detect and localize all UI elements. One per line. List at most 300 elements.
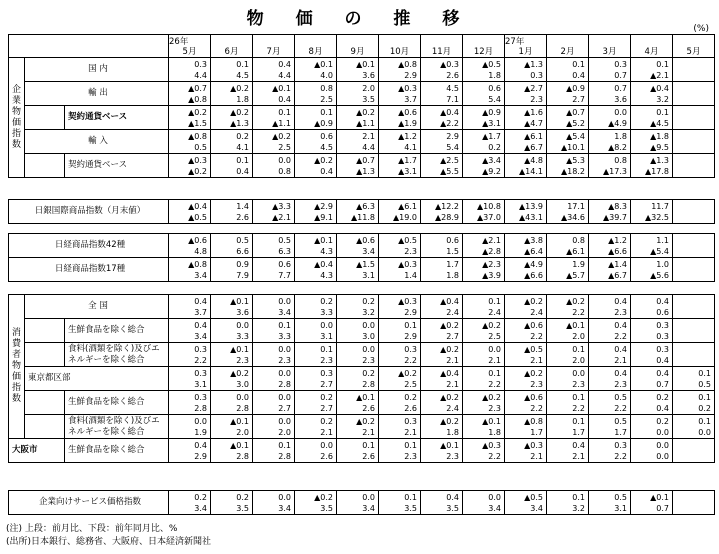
cell-yoy-value: 2.9 — [404, 331, 417, 341]
cell-yoy-value: 0.4 — [656, 355, 669, 365]
cell-mom-value: 0.0 — [278, 344, 291, 354]
cell-mom-value: ▲0.1 — [440, 440, 459, 450]
cell-mom-value: 0.2 — [404, 392, 417, 402]
cell-yoy-value: 1.8 — [488, 427, 501, 437]
table-cell — [421, 200, 463, 224]
cell-yoy-value: 2.8 — [194, 403, 207, 413]
cell-yoy-value — [673, 70, 711, 81]
table-row — [9, 200, 715, 224]
table-cell — [421, 343, 463, 367]
cell-yoy-value: 2.9 — [404, 307, 417, 317]
table-cell — [631, 319, 673, 343]
table-cell — [589, 491, 631, 515]
cell-mom-value: 0.2 — [236, 492, 249, 502]
table-cell — [337, 319, 379, 343]
cell-yoy-value: ▲2.8 — [482, 246, 501, 256]
row-label: 全 国 — [25, 295, 169, 319]
cell-yoy-value: 2.2 — [614, 403, 627, 413]
cell-mom-value: ▲0.5 — [524, 344, 543, 354]
table-cell — [589, 130, 631, 154]
cell-mom-value: ▲0.8 — [524, 416, 543, 426]
cell-yoy-value: 2.8 — [236, 451, 249, 461]
cell-yoy-value: 2.2 — [572, 403, 585, 413]
cell-yoy-value: 2.1 — [446, 355, 459, 365]
cell-mom-value: ▲0.5 — [482, 59, 501, 69]
table-cell — [379, 106, 421, 130]
cell-yoy-value: ▲37.0 — [477, 212, 501, 222]
table-cell — [589, 439, 631, 463]
table-cell — [631, 367, 673, 391]
table-cell — [463, 319, 505, 343]
table-cell — [169, 258, 211, 282]
table-cell — [379, 343, 421, 367]
cell-mom-value: 0.1 — [572, 59, 585, 69]
row-label: 国 内 — [25, 58, 169, 82]
table-cell — [253, 343, 295, 367]
table-cell — [631, 106, 673, 130]
column-year — [211, 37, 252, 47]
table-cell — [169, 154, 211, 178]
cell-mom-value: ▲0.2 — [482, 320, 501, 330]
cell-mom-value: ▲0.7 — [356, 155, 375, 165]
cell-yoy-value: ▲5.6 — [650, 270, 669, 280]
table-cell — [169, 439, 211, 463]
cell-yoy-value: 2.3 — [404, 246, 417, 256]
table-cell — [463, 367, 505, 391]
table-cell — [211, 82, 253, 106]
column-header — [589, 35, 631, 58]
table-cell — [421, 258, 463, 282]
cell-yoy-value: 3.2 — [572, 503, 585, 513]
table-cell — [295, 439, 337, 463]
table-cell — [337, 82, 379, 106]
cell-mom-value: 0.0 — [278, 492, 291, 502]
table-cell — [673, 58, 715, 82]
column-header — [253, 35, 295, 58]
cell-mom-value: ▲0.2 — [272, 131, 291, 141]
unit-label: (%) — [693, 24, 709, 34]
table-cell — [169, 200, 211, 224]
cell-mom-value: ▲2.3 — [482, 259, 501, 269]
cell-mom-value: ▲0.9 — [566, 83, 585, 93]
table-cell — [463, 154, 505, 178]
cell-yoy-value: 2.6 — [236, 212, 249, 222]
cell-mom-value: 0.4 — [194, 296, 207, 306]
table-cell — [589, 367, 631, 391]
column-month: 11月 — [431, 47, 452, 57]
column-year: 26年 — [169, 37, 189, 47]
column-year — [631, 37, 672, 47]
column-header — [211, 35, 253, 58]
cell-yoy-value: ▲5.5 — [440, 166, 459, 176]
cell-yoy-value: 3.5 — [362, 94, 375, 104]
cell-mom-value: 0.0 — [278, 155, 291, 165]
cell-mom-value: ▲0.6 — [356, 235, 375, 245]
table-cell — [211, 234, 253, 258]
cell-yoy-value — [673, 94, 711, 105]
cell-yoy-value — [673, 118, 711, 129]
cell-yoy-value: 2.0 — [572, 355, 585, 365]
cell-yoy-value: ▲34.6 — [561, 212, 585, 222]
cell-yoy-value: 2.7 — [320, 379, 333, 389]
table-cell — [505, 319, 547, 343]
cell-yoy-value: 1.7 — [614, 427, 627, 437]
table-cell — [253, 491, 295, 515]
column-year — [253, 37, 294, 47]
group-label-char: 企 — [11, 84, 21, 95]
cell-mom-value: 0.1 — [404, 492, 417, 502]
cell-yoy-value: ▲1.9 — [398, 118, 417, 128]
cell-mom-value: ▲0.1 — [356, 59, 375, 69]
table-cell — [589, 200, 631, 224]
table-cell — [463, 491, 505, 515]
cell-mom-value: ▲8.3 — [608, 201, 627, 211]
cell-yoy-value: 2.0 — [278, 427, 291, 437]
table-cell — [253, 295, 295, 319]
table-cell — [589, 391, 631, 415]
table-cell — [673, 439, 715, 463]
column-year — [547, 37, 588, 47]
cell-mom-value — [673, 235, 711, 246]
table-cell — [211, 106, 253, 130]
cell-mom-value: ▲6.1 — [398, 201, 417, 211]
table-cell — [337, 258, 379, 282]
table-cell — [505, 106, 547, 130]
table-cell — [295, 106, 337, 130]
table-cell — [169, 58, 211, 82]
cell-mom-value: 0.6 — [320, 131, 333, 141]
cell-yoy-value: 3.2 — [362, 307, 375, 317]
row-label: 輸 入 — [25, 130, 169, 154]
cell-mom-value: 0.3 — [194, 344, 207, 354]
row-label: 日経商品指数17種 — [9, 258, 169, 282]
table-cell — [295, 491, 337, 515]
cell-mom-value: ▲0.1 — [230, 344, 249, 354]
cell-mom-value: ▲0.6 — [188, 235, 207, 245]
cell-mom-value: 0.8 — [320, 83, 333, 93]
cell-yoy-value: ▲4.9 — [608, 118, 627, 128]
cell-yoy-value: 3.4 — [278, 307, 291, 317]
cell-yoy-value: 2.1 — [320, 427, 333, 437]
cell-yoy-value: 2.4 — [530, 307, 543, 317]
cell-yoy-value: 4.0 — [320, 70, 333, 80]
cell-yoy-value: 1.8 — [446, 270, 459, 280]
table-cell — [295, 82, 337, 106]
cell-yoy-value: 2.1 — [530, 355, 543, 365]
cell-mom-value: ▲0.2 — [356, 416, 375, 426]
cell-yoy-value: 7.1 — [446, 94, 459, 104]
table-cell — [421, 106, 463, 130]
cell-yoy-value: 1.8 — [236, 94, 249, 104]
table-cell — [631, 154, 673, 178]
table-cell — [337, 130, 379, 154]
cell-yoy-value: 2.2 — [194, 355, 207, 365]
cell-yoy-value: ▲9.1 — [314, 212, 333, 222]
cell-mom-value — [673, 296, 711, 307]
row-label: 生鮮食品を除く総合 — [65, 391, 169, 415]
cell-mom-value: 0.2 — [194, 492, 207, 502]
table-cell — [547, 106, 589, 130]
cell-mom-value: ▲0.4 — [650, 83, 669, 93]
cell-yoy-value: 3.4 — [194, 503, 207, 513]
cell-mom-value: ▲0.1 — [230, 296, 249, 306]
group-label-char: 指 — [11, 383, 21, 393]
row-label: 契約通貨ベース — [65, 154, 169, 178]
cell-yoy-value: 2.2 — [530, 331, 543, 341]
table-cell — [379, 234, 421, 258]
cell-mom-value: 0.4 — [194, 320, 207, 330]
cell-mom-value: ▲2.7 — [524, 83, 543, 93]
table-cell — [589, 258, 631, 282]
cell-yoy-value: 2.2 — [488, 451, 501, 461]
table-cell — [547, 391, 589, 415]
column-header — [295, 35, 337, 58]
table-cell — [211, 391, 253, 415]
cell-yoy-value: 4.5 — [320, 142, 333, 152]
table-cell — [421, 319, 463, 343]
cell-yoy-value: 3.7 — [194, 307, 207, 317]
cell-yoy-value: 2.7 — [572, 94, 585, 104]
cell-mom-value: 0.1 — [404, 320, 417, 330]
notes — [6, 523, 211, 549]
cell-yoy-value: ▲1.5 — [188, 118, 207, 128]
cell-mom-value: ▲0.2 — [356, 107, 375, 117]
cell-mom-value: 0.2 — [236, 131, 249, 141]
cell-yoy-value: ▲9.5 — [650, 142, 669, 152]
cell-mom-value: ▲0.1 — [482, 416, 501, 426]
column-header — [505, 35, 547, 58]
table-cell — [547, 319, 589, 343]
column-month: 8月 — [308, 47, 323, 57]
cell-mom-value: ▲2.9 — [314, 201, 333, 211]
table-cell — [673, 491, 715, 515]
column-header — [169, 35, 211, 58]
cell-mom-value: ▲0.2 — [440, 416, 459, 426]
cell-yoy-value: 2.2 — [530, 403, 543, 413]
cell-mom-value: ▲0.1 — [650, 492, 669, 502]
cell-mom-value: 0.1 — [656, 59, 669, 69]
table-cell — [505, 367, 547, 391]
cell-yoy-value: ▲6.7 — [524, 142, 543, 152]
cell-mom-value: 0.0 — [362, 320, 375, 330]
table-cell — [337, 491, 379, 515]
cell-mom-value: 0.0 — [236, 320, 249, 330]
table-cell — [337, 200, 379, 224]
row-indent — [25, 415, 65, 439]
cell-mom-value: ▲0.2 — [482, 392, 501, 402]
cell-yoy-value: 3.1 — [362, 270, 375, 280]
cell-yoy-value: 2.2 — [614, 451, 627, 461]
cell-mom-value: ▲4.9 — [524, 259, 543, 269]
cell-yoy-value: 3.1 — [614, 503, 627, 513]
table-cell — [379, 154, 421, 178]
cell-yoy-value: 2.0 — [572, 331, 585, 341]
column-month: 4月 — [644, 47, 659, 57]
source-line: (出所)日本銀行、総務省、大阪府、日本経済新聞社 — [6, 537, 212, 547]
cell-yoy-value — [673, 246, 711, 257]
table-cell — [673, 343, 715, 367]
table-cell — [169, 491, 211, 515]
cell-mom-value — [673, 59, 711, 70]
row-label: 契約通貨ベース — [65, 106, 169, 130]
cell-yoy-value: 6.6 — [236, 246, 249, 256]
table-cell — [673, 258, 715, 282]
cell-mom-value: 1.1 — [656, 235, 669, 245]
cell-yoy-value: 2.2 — [572, 307, 585, 317]
group-label-char: 物 — [11, 361, 21, 371]
table-cell — [211, 439, 253, 463]
cell-mom-value: ▲0.2 — [566, 296, 585, 306]
cell-yoy-value: 4.3 — [320, 246, 333, 256]
column-header — [421, 35, 463, 58]
table-cell — [379, 491, 421, 515]
group-label-char: 価 — [11, 372, 21, 382]
cell-mom-value: ▲3.3 — [272, 201, 291, 211]
table-cell — [631, 200, 673, 224]
cell-mom-value: 1.9 — [572, 259, 585, 269]
cell-mom-value: ▲1.2 — [608, 235, 627, 245]
cell-mom-value: 0.3 — [404, 416, 417, 426]
cell-mom-value: 0.1 — [572, 492, 585, 502]
cell-yoy-value: 3.6 — [362, 70, 375, 80]
cell-mom-value: 11.7 — [651, 201, 669, 211]
cell-mom-value: 0.3 — [404, 344, 417, 354]
table-cell — [547, 258, 589, 282]
cell-yoy-value: 2.9 — [404, 70, 417, 80]
note-line: (注) 上段：前月比、下段：前年同月比、% — [6, 524, 178, 534]
cell-yoy-value: 7.9 — [236, 270, 249, 280]
cell-yoy-value: 2.6 — [320, 451, 333, 461]
cell-yoy-value: 2.8 — [278, 379, 291, 389]
cell-mom-value — [673, 259, 711, 270]
cell-yoy-value: 1.7 — [530, 427, 543, 437]
cell-mom-value: 0.1 — [698, 392, 711, 402]
cell-mom-value: 0.0 — [488, 492, 501, 502]
cell-yoy-value: 0.0 — [698, 427, 711, 437]
cell-yoy-value: 2.1 — [362, 427, 375, 437]
cell-yoy-value: 1.8 — [488, 70, 501, 80]
table-cell — [169, 391, 211, 415]
cell-yoy-value: 3.4 — [530, 503, 543, 513]
table-cell — [421, 491, 463, 515]
cell-mom-value: 2.0 — [362, 83, 375, 93]
table-cell — [463, 234, 505, 258]
column-month: 10月 — [389, 47, 410, 57]
cell-yoy-value: ▲2.1 — [650, 70, 669, 80]
cell-mom-value: ▲0.5 — [524, 492, 543, 502]
cell-mom-value: ▲0.2 — [188, 107, 207, 117]
cell-mom-value: ▲0.9 — [482, 107, 501, 117]
table-cell — [295, 319, 337, 343]
table-cell — [169, 319, 211, 343]
cell-yoy-value: 3.0 — [362, 331, 375, 341]
table-cell — [295, 391, 337, 415]
cell-mom-value: ▲1.7 — [398, 155, 417, 165]
cell-mom-value: ▲0.8 — [188, 131, 207, 141]
table-cell — [505, 391, 547, 415]
cell-mom-value: 0.0 — [194, 416, 207, 426]
cell-yoy-value: 2.6 — [362, 451, 375, 461]
table-cell — [547, 295, 589, 319]
cell-mom-value: 0.8 — [614, 155, 627, 165]
cell-yoy-value: ▲28.9 — [435, 212, 459, 222]
table-cell — [631, 58, 673, 82]
cell-yoy-value: 3.7 — [404, 94, 417, 104]
cell-yoy-value: 4.4 — [194, 70, 207, 80]
cell-mom-value: 0.2 — [320, 392, 333, 402]
cell-yoy-value: 2.4 — [446, 403, 459, 413]
cell-mom-value: 0.4 — [572, 440, 585, 450]
table-cell — [253, 415, 295, 439]
cell-yoy-value: 5.4 — [488, 94, 501, 104]
table-cell — [505, 343, 547, 367]
table-cell — [463, 106, 505, 130]
table-cell — [379, 319, 421, 343]
group-label-char: 業 — [11, 95, 21, 106]
cell-yoy-value: 2.5 — [404, 379, 417, 389]
table-cell — [505, 415, 547, 439]
cell-mom-value: 0.1 — [404, 440, 417, 450]
cell-yoy-value: ▲0.5 — [188, 212, 207, 222]
cell-mom-value: ▲1.8 — [650, 131, 669, 141]
table-cell — [673, 295, 715, 319]
cell-yoy-value: 0.5 — [698, 379, 711, 389]
cell-mom-value: 0.3 — [656, 344, 669, 354]
cell-yoy-value: ▲6.1 — [566, 246, 585, 256]
table-cell — [589, 415, 631, 439]
cell-mom-value: 0.0 — [236, 392, 249, 402]
cell-mom-value: ▲5.4 — [566, 131, 585, 141]
cell-yoy-value: ▲18.2 — [561, 166, 585, 176]
cell-yoy-value: 3.5 — [236, 503, 249, 513]
cell-mom-value — [673, 320, 711, 331]
cell-yoy-value: 2.2 — [488, 379, 501, 389]
table-cell — [463, 295, 505, 319]
column-month: 3月 — [602, 47, 617, 57]
cell-mom-value: 0.1 — [320, 344, 333, 354]
cell-yoy-value: 0.0 — [656, 451, 669, 461]
table-cell — [253, 154, 295, 178]
table-cell — [211, 343, 253, 367]
cell-mom-value — [673, 107, 711, 118]
cell-mom-value: ▲0.4 — [440, 296, 459, 306]
cell-mom-value: 0.6 — [278, 259, 291, 269]
table-cell — [379, 439, 421, 463]
table-cell — [421, 130, 463, 154]
cell-mom-value: ▲0.2 — [230, 368, 249, 378]
cell-yoy-value — [673, 503, 711, 514]
cell-mom-value: 0.1 — [572, 344, 585, 354]
table-row — [9, 343, 715, 367]
cell-yoy-value: 2.3 — [446, 451, 459, 461]
cell-yoy-value — [673, 270, 711, 281]
cell-yoy-value: 2.1 — [572, 451, 585, 461]
cell-mom-value: ▲0.3 — [398, 83, 417, 93]
page-title: 物 価 の 推 移 — [246, 9, 473, 29]
cell-yoy-value: ▲2.2 — [440, 118, 459, 128]
table-cell — [673, 367, 715, 391]
cell-yoy-value: 2.5 — [278, 142, 291, 152]
cell-yoy-value: 2.1 — [488, 355, 501, 365]
cell-mom-value: 0.0 — [488, 344, 501, 354]
cell-mom-value: 0.1 — [488, 368, 501, 378]
cell-mom-value: ▲0.6 — [398, 107, 417, 117]
cell-mom-value: 0.0 — [320, 440, 333, 450]
cell-yoy-value: 0.7 — [656, 379, 669, 389]
cell-mom-value: ▲2.5 — [440, 155, 459, 165]
table-cell — [379, 367, 421, 391]
cell-mom-value: 0.4 — [656, 368, 669, 378]
